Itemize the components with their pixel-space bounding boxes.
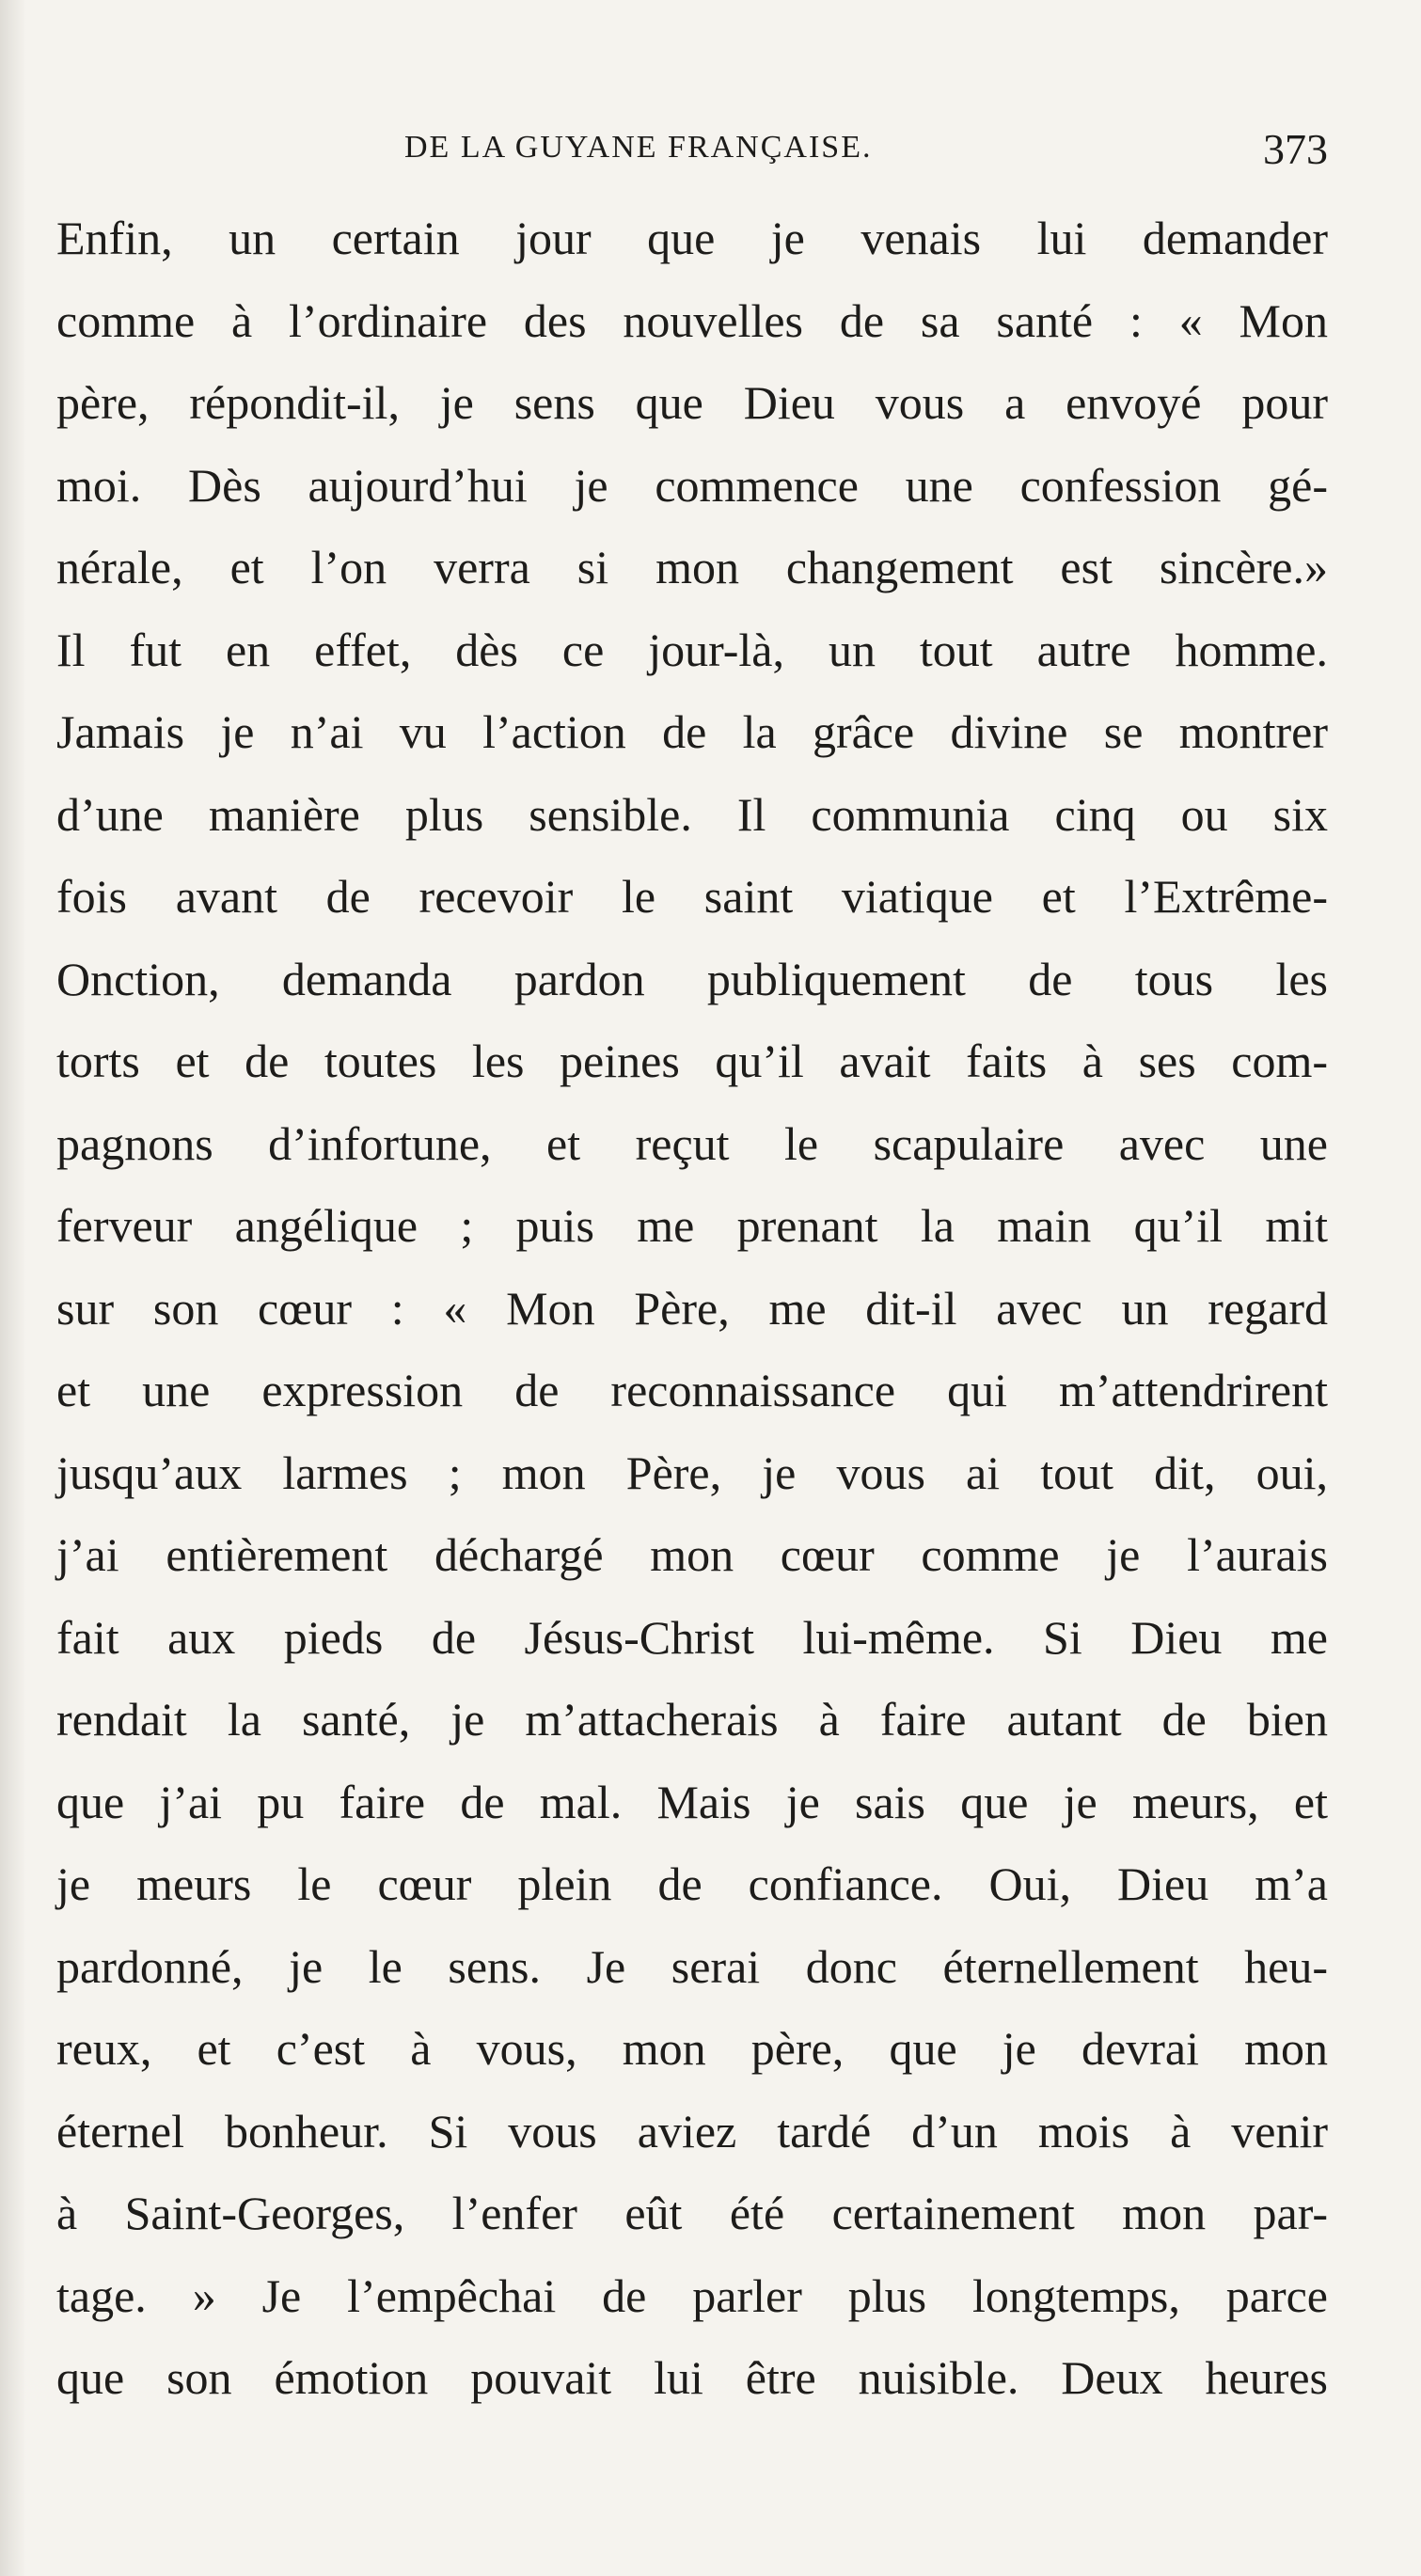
text-line: reux, et c’est à vous, mon père, que je devrai mon: [56, 2022, 1328, 2075]
running-title: DE LA GUYANE FRANÇAISE.: [404, 130, 873, 165]
text-line: pagnons d’infortune, et reçut le scapulaire avec une: [56, 1116, 1328, 1170]
text-line: à Saint-Georges, l’enfer eût été certainement mon par-: [56, 2187, 1328, 2239]
running-head: [56, 125, 1328, 186]
text-line: et une expression de reconnaissance qui m’attendrirent: [56, 1364, 1328, 1416]
text-line: pardonné, je le sens. Je serai donc éternellement heu-: [56, 1939, 1328, 1993]
text-line: éternel bonheur. Si vous aviez tardé d’un mois à venir: [56, 2104, 1328, 2157]
text-line: Onction, demanda pardon publiquement de tous les: [56, 952, 1328, 1005]
text-line: nérale, et l’on verra si mon changement est sincère.»: [56, 541, 1328, 593]
text-line: jusqu’aux larmes ; mon Père, je vous ai tout dit, oui,: [56, 1446, 1328, 1499]
text-line: fois avant de recevoir le saint viatique et l’Extrême-: [56, 870, 1328, 923]
text-line: Il fut en effet, dès ce jour-là, un tout autre homme.: [56, 623, 1328, 676]
body-text: [56, 198, 1328, 2420]
page-number: 373: [1263, 125, 1328, 173]
text-line: que j’ai pu faire de mal. Mais je sais que je meurs, et: [56, 1775, 1328, 1828]
text-line: que son émotion pouvait lui être nuisible. Deux heures: [56, 2351, 1328, 2404]
text-line: moi. Dès aujourd’hui je commence une confession gé-: [56, 458, 1328, 512]
text-line: père, répondit-il, je sens que Dieu vous a envoyé pour: [56, 376, 1328, 429]
text-line: sur son cœur : « Mon Père, me dit-il avec un regard: [56, 1281, 1328, 1335]
text-line: rendait la santé, je m’attacherais à faire autant de bien: [56, 1693, 1328, 1746]
text-line: tage. » Je l’empêchai de parler plus longtemps, parce: [56, 2268, 1328, 2322]
text-line: torts et de toutes les peines qu’il avait faits à ses com-: [56, 1035, 1328, 1087]
text-line: fait aux pieds de Jésus-Christ lui-même. Si Dieu me: [56, 1610, 1328, 1664]
text-line: comme à l’ordinaire des nouvelles de sa santé : « Mon: [56, 293, 1328, 347]
text-line: j’ai entièrement déchargé mon cœur comme je l’aurais: [56, 1528, 1328, 1581]
text-line: Jamais je n’ai vu l’action de la grâce divine se montrer: [56, 705, 1328, 758]
text-line: Enfin, un certain jour que je venais lui demander: [56, 212, 1328, 264]
text-line: je meurs le cœur plein de confiance. Oui, Dieu m’a: [56, 1857, 1328, 1910]
text-line: d’une manière plus sensible. Il communia cinq ou six: [56, 787, 1328, 841]
text-line: ferveur angélique ; puis me prenant la main qu’il mit: [56, 1199, 1328, 1252]
